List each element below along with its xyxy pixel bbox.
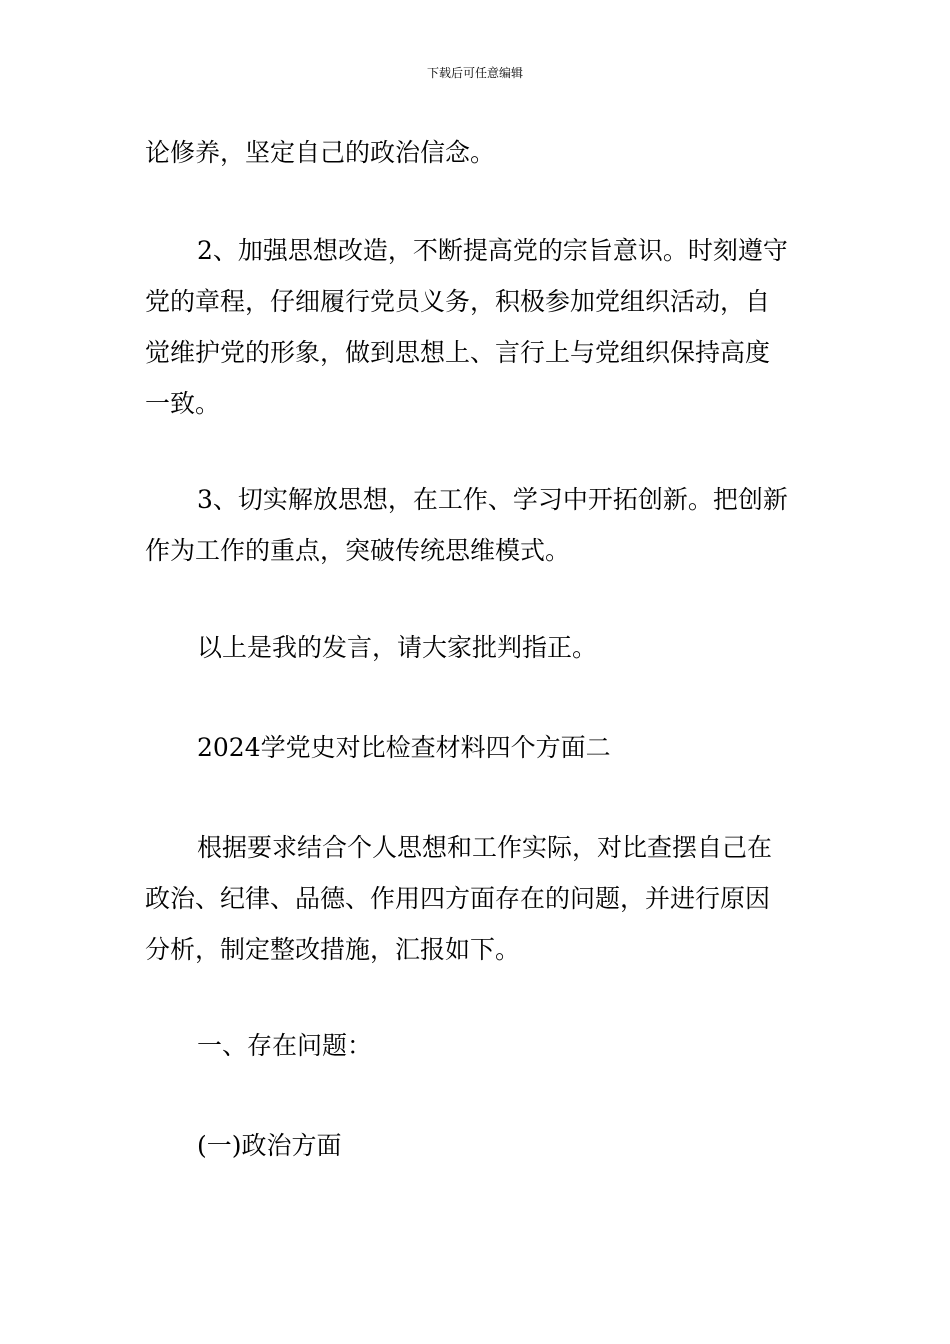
page-header-note: 下载后可任意编辑 bbox=[426, 66, 523, 80]
paragraph-line: 根据要求结合个人思想和工作实际，对比查摆自己在 bbox=[197, 833, 773, 862]
paragraph-6 bbox=[145, 822, 805, 975]
paragraph-line: 作为工作的重点，突破传统思维模式。 bbox=[145, 536, 571, 565]
subheading-political bbox=[145, 1120, 805, 1171]
paragraph-line: 一致。 bbox=[145, 389, 221, 418]
section-title bbox=[145, 722, 805, 773]
paragraph-3 bbox=[145, 474, 805, 576]
paragraph-line: 分析，制定整改措施，汇报如下。 bbox=[145, 935, 521, 964]
paragraph-line: 以上是我的发言，请大家批判指正。 bbox=[197, 633, 598, 662]
paragraph-4 bbox=[145, 622, 805, 673]
paragraph-2 bbox=[145, 225, 805, 429]
paragraph-1 bbox=[145, 127, 805, 178]
heading-existing-problems bbox=[145, 1020, 805, 1071]
paragraph-line: 2024学党史对比检查材料四个方面二 bbox=[197, 733, 611, 762]
paragraph-line: 觉维护党的形象，做到思想上、言行上与党组织保持高度 bbox=[145, 338, 771, 367]
paragraph-line: 党的章程，仔细履行党员义务，积极参加党组织活动，自 bbox=[145, 287, 771, 316]
paragraph-line: 3、切实解放思想，在工作、学习中开拓创新。把创新 bbox=[197, 485, 788, 514]
paragraph-line: (一)政治方面 bbox=[197, 1131, 342, 1160]
paragraph-line: 政治、纪律、品德、作用四方面存在的问题，并进行原因 bbox=[145, 884, 771, 913]
paragraph-line: 一、存在问题： bbox=[197, 1031, 373, 1060]
paragraph-line: 2、加强思想改造，不断提高党的宗旨意识。时刻遵守 bbox=[197, 236, 788, 265]
paragraph-line: 论修养，坚定自己的政治信念。 bbox=[145, 138, 496, 167]
